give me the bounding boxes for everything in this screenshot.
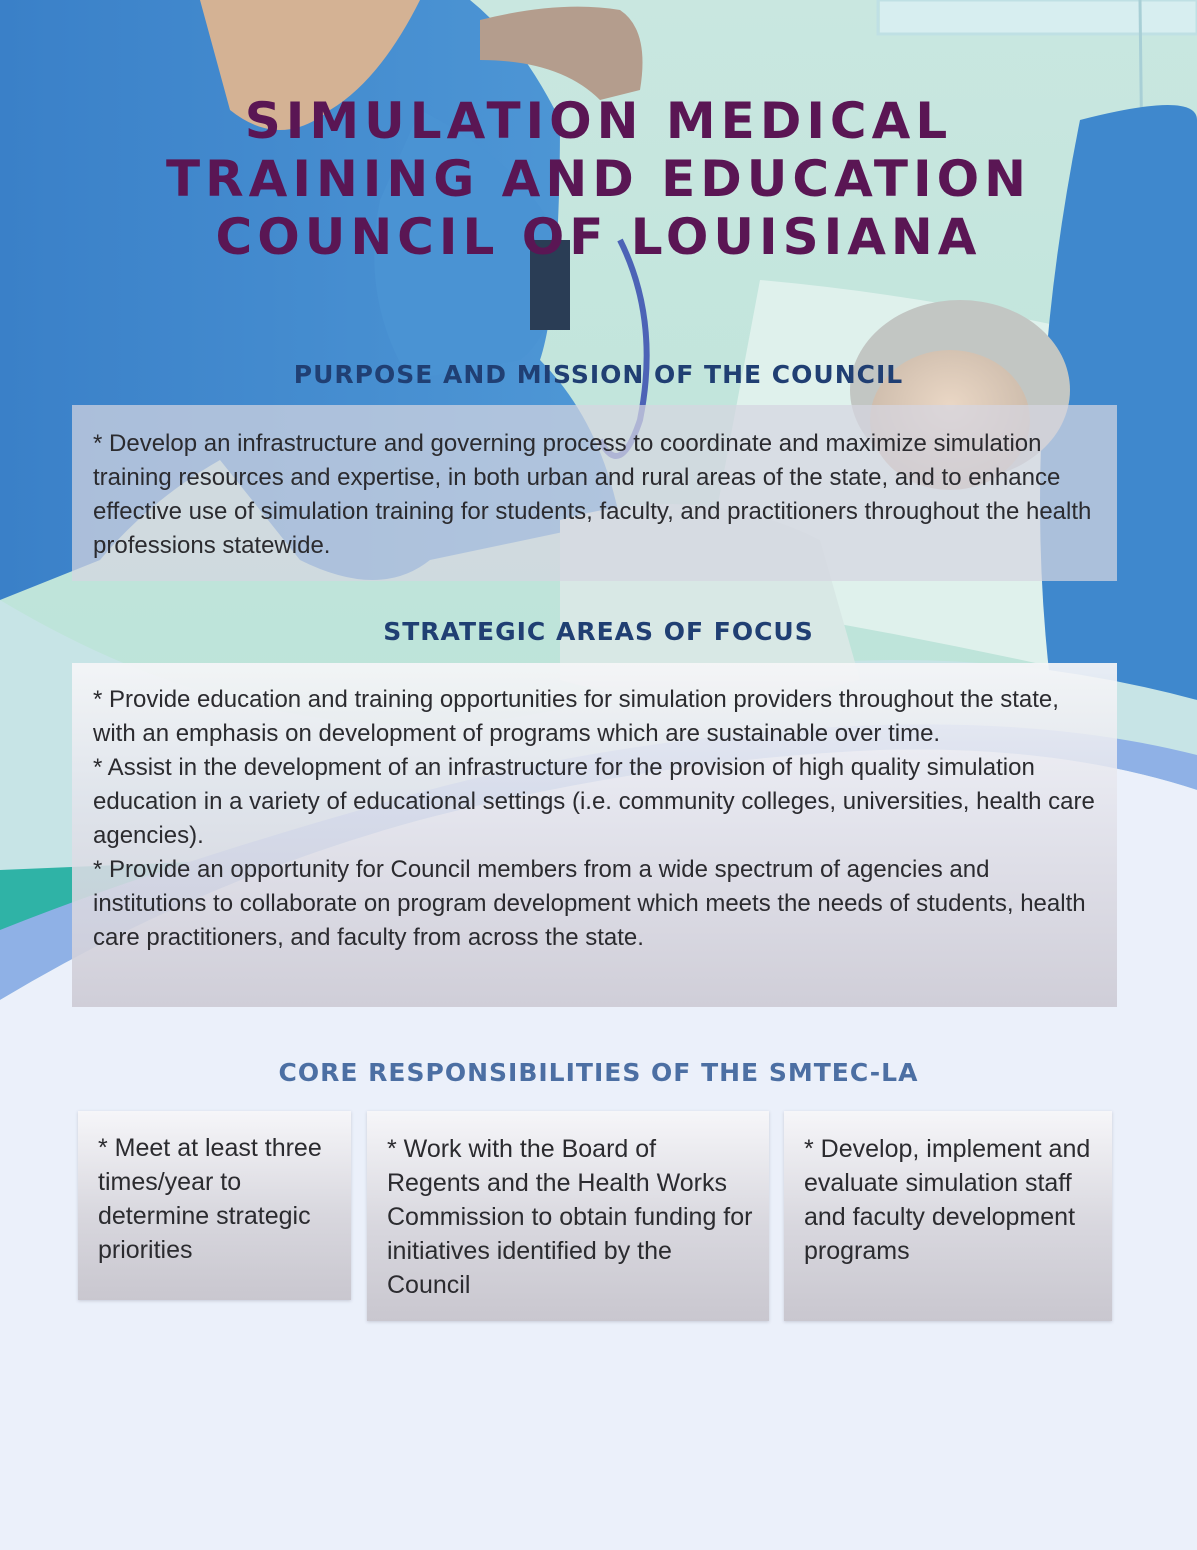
- core-card-funding: [367, 1111, 769, 1321]
- focus-heading: STRATEGIC AREAS OF FOCUS: [383, 617, 814, 646]
- purpose-heading: PURPOSE AND MISSION OF THE COUNCIL: [293, 360, 904, 389]
- focus-item: * Assist in the development of an infrastructure for the provision of high quality simulation education in a variety of educational settings (i.e. community colleges, universities, health care agencies).: [93, 754, 1095, 849]
- core-card-text: * Work with the Board of Regents and the Health Works Commission to obtain funding for initiatives identified by the Council: [387, 1135, 753, 1299]
- focus-item: * Provide an opportunity for Council members from a wide spectrum of agencies and institutions to collaborate on program development which meets the needs of students, health care practitioners, and faculty from across the state.: [93, 856, 1086, 951]
- focus-item: * Provide education and training opportunities for simulation providers throughout the state, with an emphasis on development of programs which are sustainable over time.: [93, 686, 1059, 747]
- core-card-meetings: [78, 1111, 351, 1300]
- purpose-panel: [72, 405, 1117, 581]
- page-title: SIMULATION MEDICAL TRAINING AND EDUCATION COUNCIL OF LOUISIANA: [166, 92, 1031, 266]
- core-card-text: * Develop, implement and evaluate simulation staff and faculty development programs: [804, 1135, 1091, 1265]
- core-card-text: * Meet at least three times/year to determine strategic priorities: [98, 1134, 322, 1264]
- core-heading: CORE RESPONSIBILITIES OF THE SMTEC-LA: [278, 1058, 919, 1087]
- purpose-text: * Develop an infrastructure and governing process to coordinate and maximize simulation training resources and expertise, in both urban and rural areas of the state, and to enhance effective use of simulation training for students, faculty, and practitioners throughout the health professions statewide.: [93, 430, 1092, 559]
- core-card-development: [784, 1111, 1112, 1321]
- focus-panel: [72, 663, 1117, 1007]
